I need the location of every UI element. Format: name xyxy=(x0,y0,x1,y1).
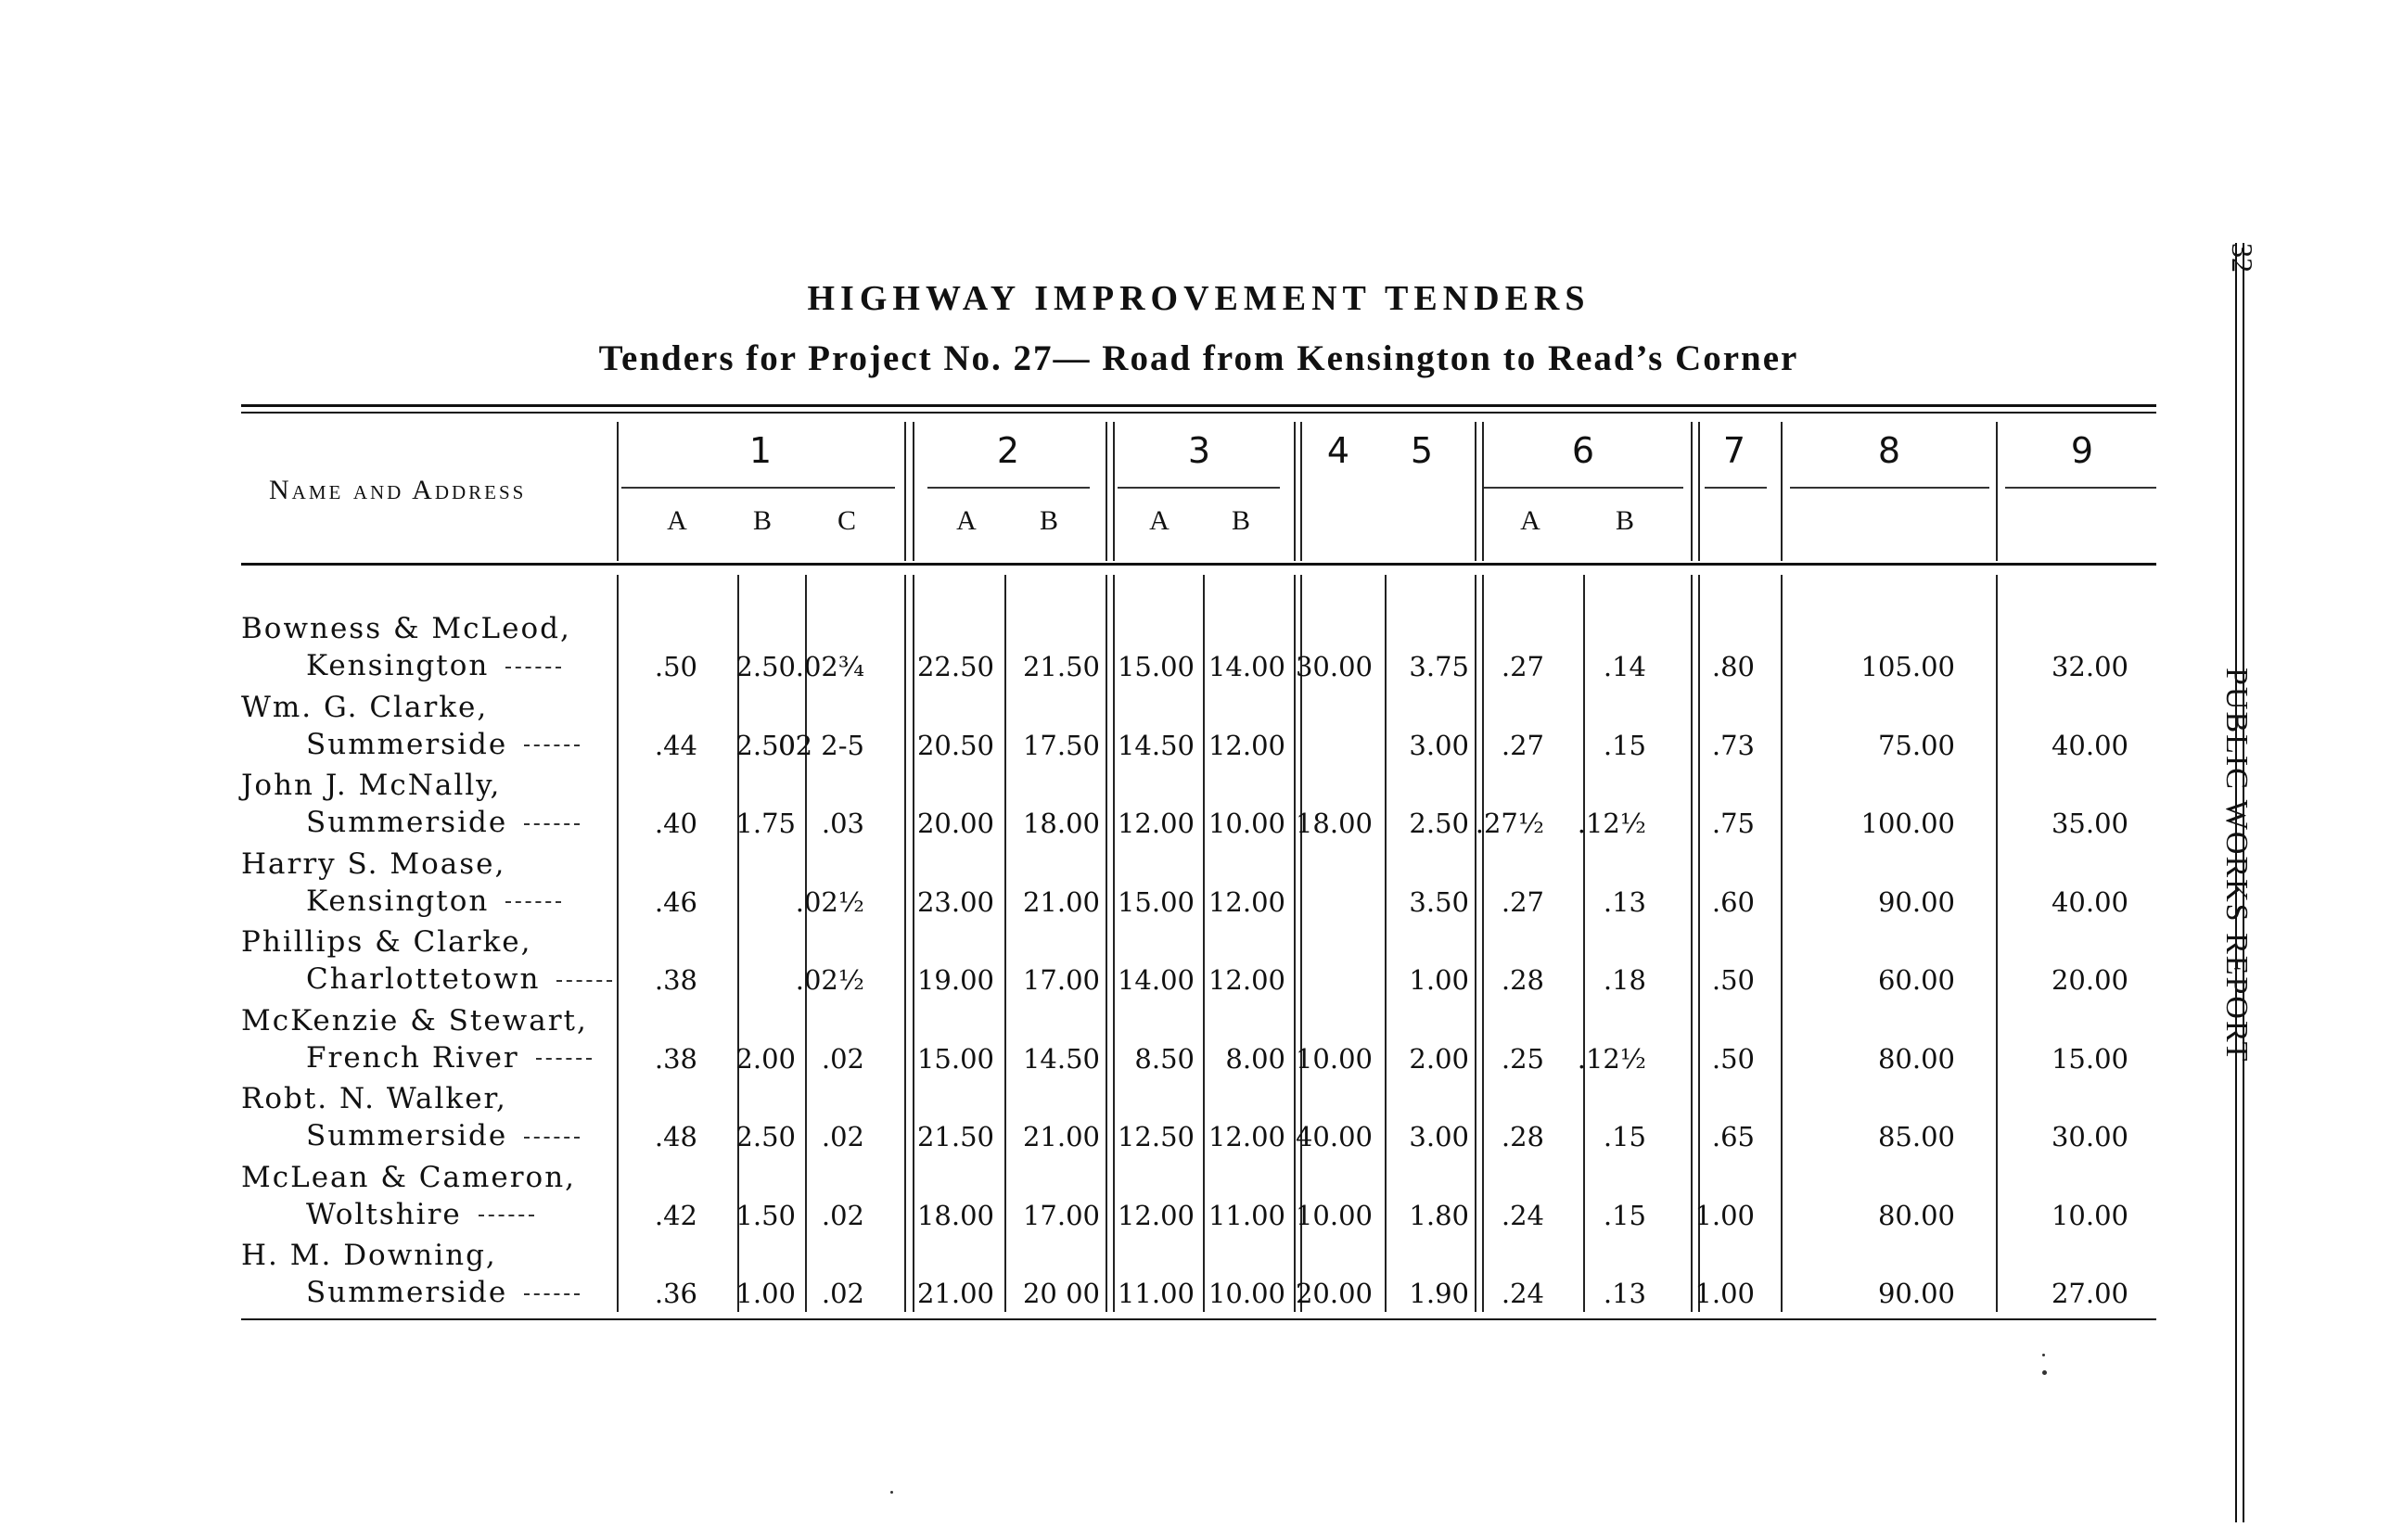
tender-value: .28 xyxy=(1501,1121,1544,1152)
tender-value: 85.00 xyxy=(1877,1121,1955,1152)
tender-value: 12.00 xyxy=(1117,808,1195,839)
subheader-1-A: A xyxy=(667,505,687,536)
tender-value: .24 xyxy=(1501,1278,1544,1309)
tender-value: 18.00 xyxy=(1022,808,1100,839)
tender-value: .14 xyxy=(1603,651,1646,682)
header-divider xyxy=(617,422,619,561)
tenderer-name: H. M. Downing, xyxy=(241,1239,497,1272)
tender-value: 2.50 xyxy=(735,1121,796,1152)
tender-value: .15 xyxy=(1603,729,1646,761)
subheader-3-B: B xyxy=(1231,505,1250,536)
tender-value: 12.00 xyxy=(1208,885,1285,918)
tender-value: 30.00 xyxy=(2051,1121,2128,1152)
tender-value: .24 xyxy=(1501,1199,1544,1231)
column-group-1: 1 xyxy=(748,430,773,471)
tenderer-name: Harry S. Moase, xyxy=(241,846,506,881)
tender-value: .65 xyxy=(1711,1121,1755,1152)
column-group-3: 3 xyxy=(1187,430,1211,471)
tenderer-address xyxy=(306,806,580,839)
tender-value: .25 xyxy=(1501,1042,1544,1075)
tenderer-address xyxy=(306,1198,534,1231)
tender-value: 17.00 xyxy=(1022,964,1100,996)
tender-value: .48 xyxy=(654,1121,697,1152)
tender-value: 11.00 xyxy=(1208,1199,1285,1231)
tenderer-address xyxy=(306,1276,580,1309)
address-text: Summerside xyxy=(306,727,508,761)
group-underline-2 xyxy=(927,487,1090,489)
header-divider xyxy=(1106,422,1107,561)
group-underline-8 xyxy=(1790,487,1989,489)
tender-value: 8.00 xyxy=(1225,1042,1285,1075)
tenderer-name: McLean & Cameron, xyxy=(241,1160,577,1194)
tenderer-address xyxy=(306,885,561,918)
tender-value: 15.00 xyxy=(1117,885,1195,918)
tender-value: .50 xyxy=(654,651,697,682)
tenderer-name: Robt. N. Walker, xyxy=(241,1082,507,1115)
tender-value: .15 xyxy=(1603,1199,1646,1231)
tender-value: .40 xyxy=(654,808,697,839)
column-group-8: 8 xyxy=(1877,430,1901,471)
tenderer-name: Phillips & Clarke, xyxy=(241,925,532,959)
header-divider xyxy=(1781,422,1783,561)
tender-value: 30.00 xyxy=(1295,651,1373,682)
header-divider xyxy=(1996,422,1998,561)
tender-value: 27.00 xyxy=(2051,1278,2128,1309)
tender-value: 1.00 xyxy=(735,1278,796,1309)
scan-speck xyxy=(2042,1354,2045,1356)
tender-value: 1.00 xyxy=(1409,964,1469,996)
tender-value: .75 xyxy=(1711,808,1755,839)
tender-value: 1.00 xyxy=(1694,1278,1755,1309)
tender-value: 2.50 xyxy=(735,651,796,682)
tenderer-name: Wm. G. Clarke, xyxy=(241,690,489,724)
subheader-6-B: B xyxy=(1615,505,1634,536)
header-divider xyxy=(913,422,914,561)
tender-value: 21.50 xyxy=(916,1121,994,1152)
tender-value: .60 xyxy=(1711,885,1755,918)
tender-value: 80.00 xyxy=(1877,1199,1955,1231)
tender-value: 20.00 xyxy=(916,808,994,839)
tender-value: 1.75 xyxy=(735,808,796,839)
tender-value: 80.00 xyxy=(1877,1042,1955,1075)
tender-value: .36 xyxy=(654,1278,697,1309)
page-title: HIGHWAY IMPROVEMENT TENDERS xyxy=(807,279,1591,318)
tender-value: .42 xyxy=(654,1199,697,1231)
tender-value: 2.50 xyxy=(1409,808,1469,839)
tender-value: .03 xyxy=(821,808,864,839)
tender-value: 10.00 xyxy=(1208,808,1285,839)
tender-value: .50 xyxy=(1711,1042,1755,1075)
tender-value: 2.00 xyxy=(735,1042,796,1075)
tenderer-name: McKenzie & Stewart, xyxy=(241,1003,588,1037)
tender-value: 10.00 xyxy=(1295,1199,1373,1231)
tender-value: 11.00 xyxy=(1117,1278,1195,1309)
scan-speck xyxy=(890,1491,893,1494)
group-underline-7 xyxy=(1705,487,1767,489)
tender-value: 18.00 xyxy=(916,1199,994,1231)
column-divider xyxy=(1781,575,1783,1312)
tender-value: 3.50 xyxy=(1409,885,1469,918)
subheader-2-B: B xyxy=(1039,505,1058,536)
tender-value: 20 00 xyxy=(1022,1278,1100,1309)
tender-value: .13 xyxy=(1603,1278,1646,1309)
page-number: 32 xyxy=(2226,243,2259,273)
tender-value: 12.00 xyxy=(1208,964,1285,996)
tenderer-address xyxy=(306,962,612,996)
tender-value: 18.00 xyxy=(1295,808,1373,839)
running-head: PUBLIC WORKS REPORT xyxy=(2219,668,2254,1063)
header-divider xyxy=(1475,422,1476,561)
tender-value: 12.00 xyxy=(1208,1121,1285,1152)
address-text: Summerside xyxy=(306,1119,508,1152)
column-group-5: 5 xyxy=(1410,430,1434,471)
tender-value: 10.00 xyxy=(1295,1042,1373,1075)
subheader-1-B: B xyxy=(752,505,772,536)
tender-value: .02½ xyxy=(795,885,864,918)
tender-value: 14.50 xyxy=(1117,729,1195,761)
tender-value: 17.50 xyxy=(1022,729,1100,761)
dot-leader xyxy=(505,901,561,903)
tender-value: .18 xyxy=(1603,964,1646,996)
tender-value: 12.00 xyxy=(1208,729,1285,761)
column-divider xyxy=(1996,575,1998,1312)
tender-value: 3.00 xyxy=(1409,1121,1469,1152)
tender-value: 90.00 xyxy=(1877,1278,1955,1309)
address-text: French River xyxy=(306,1040,519,1075)
tender-value: 12.50 xyxy=(1117,1121,1195,1152)
tenderer-address xyxy=(306,728,580,761)
tenderer-name: Bowness & McLeod, xyxy=(241,612,571,645)
tender-value: .02 xyxy=(821,1199,864,1231)
tender-value: 100.00 xyxy=(1860,808,1955,839)
tender-value: 40.00 xyxy=(2051,729,2128,761)
tender-value: 12.00 xyxy=(1117,1199,1195,1231)
tender-value: 105.00 xyxy=(1860,651,1955,682)
subheader-1-C: C xyxy=(837,505,856,536)
tender-value: .27 xyxy=(1501,651,1544,682)
tender-value: .12½ xyxy=(1577,808,1646,839)
tender-value: 14.50 xyxy=(1022,1042,1100,1075)
subheader-3-A: A xyxy=(1149,505,1170,536)
tender-value: 21.00 xyxy=(916,1278,994,1309)
tender-value: 19.00 xyxy=(916,964,994,996)
tender-value: 23.00 xyxy=(916,885,994,918)
tender-value: .02 xyxy=(821,1121,864,1152)
tender-value: 1.50 xyxy=(735,1199,796,1231)
tender-value: 40.00 xyxy=(1295,1121,1373,1152)
header-bottom-rule xyxy=(241,563,2156,566)
tender-value: 10.00 xyxy=(1208,1278,1285,1309)
table-top-rule-2 xyxy=(241,412,2156,414)
tenderer-address xyxy=(306,1041,592,1075)
tender-value: .27 xyxy=(1501,729,1544,761)
tender-value: .50 xyxy=(1711,964,1755,996)
tender-value: 21.50 xyxy=(1022,651,1100,682)
scan-speck xyxy=(2042,1370,2047,1375)
tender-value: .38 xyxy=(654,1042,697,1075)
column-group-7: 7 xyxy=(1722,430,1746,471)
group-underline-6 xyxy=(1484,487,1683,489)
header-divider xyxy=(1482,422,1484,561)
tender-value: .02 xyxy=(821,1278,864,1309)
subheader-2-A: A xyxy=(956,505,977,536)
tender-value: 75.00 xyxy=(1877,729,1955,761)
subheader-6-A: A xyxy=(1520,505,1540,536)
tenderer-address xyxy=(306,1119,580,1152)
tender-value: 14.00 xyxy=(1208,651,1285,682)
tender-value: 10.00 xyxy=(2051,1199,2128,1231)
tender-value: 60.00 xyxy=(1877,964,1955,996)
address-text: Summerside xyxy=(306,1276,508,1309)
tender-value: .13 xyxy=(1603,885,1646,918)
tender-value: 22.50 xyxy=(916,651,994,682)
header-divider xyxy=(1294,422,1296,561)
tender-value: .27½ xyxy=(1475,808,1544,839)
header-divider xyxy=(1113,422,1115,561)
tender-value: 90.00 xyxy=(1877,885,1955,918)
tender-value: 20.50 xyxy=(916,729,994,761)
tender-value: .12½ xyxy=(1577,1042,1646,1075)
page-subtitle: Tenders for Project No. 27— Road from Kensington to Read’s Corner xyxy=(598,338,1799,378)
tender-value: 8.50 xyxy=(1134,1042,1195,1075)
tender-value: 17.00 xyxy=(1022,1199,1100,1231)
tender-value: .15 xyxy=(1603,1121,1646,1152)
header-divider xyxy=(1691,422,1693,561)
tender-value: 15.00 xyxy=(2051,1042,2128,1075)
tender-value: 2.00 xyxy=(1409,1042,1469,1075)
tender-value: .02¾ xyxy=(795,651,864,682)
tender-value: 15.00 xyxy=(1117,651,1195,682)
group-underline-1 xyxy=(621,487,895,489)
address-text: Kensington xyxy=(306,884,490,918)
group-underline-3 xyxy=(1118,487,1280,489)
tender-value: .28 xyxy=(1501,964,1544,996)
column-group-9: 9 xyxy=(2070,430,2094,471)
address-text: Woltshire xyxy=(306,1197,462,1231)
tender-value: 20.00 xyxy=(1295,1278,1373,1309)
tender-value: 3.75 xyxy=(1409,651,1469,682)
tender-value: 3.00 xyxy=(1409,729,1469,761)
tender-value: 35.00 xyxy=(2051,808,2128,839)
tender-value: 2.50 xyxy=(735,729,796,761)
column-group-4: 4 xyxy=(1326,430,1350,471)
name-address-header: Name and Address xyxy=(269,475,527,505)
address-text: Charlottetown xyxy=(306,962,541,996)
tenderer-address xyxy=(306,649,561,682)
tender-value: .02½ xyxy=(795,964,864,996)
tender-value: .46 xyxy=(654,885,697,918)
tender-value: .73 xyxy=(1711,729,1755,761)
dot-leader xyxy=(505,667,561,668)
tender-value: 1.80 xyxy=(1409,1199,1469,1231)
tenderer-name: John J. McNally, xyxy=(241,769,502,802)
tender-value: .02 xyxy=(821,1042,864,1075)
column-group-6: 6 xyxy=(1571,430,1595,471)
header-divider xyxy=(904,422,906,561)
tender-value: 40.00 xyxy=(2051,885,2128,918)
tender-value: 21.00 xyxy=(1022,885,1100,918)
tender-value: .44 xyxy=(654,729,697,761)
tender-value: 02 2-5 xyxy=(778,729,864,761)
group-underline-9 xyxy=(2005,487,2156,489)
table-bottom-rule xyxy=(241,1318,2156,1320)
address-text: Summerside xyxy=(306,806,508,839)
header-divider xyxy=(1300,422,1302,561)
tender-value: .27 xyxy=(1501,885,1544,918)
tender-value: 1.90 xyxy=(1409,1278,1469,1309)
tender-value: 14.00 xyxy=(1117,964,1195,996)
column-group-2: 2 xyxy=(996,430,1020,471)
tender-value: 1.00 xyxy=(1694,1199,1755,1231)
tender-value: 32.00 xyxy=(2051,651,2128,682)
tender-value: 15.00 xyxy=(916,1042,994,1075)
dot-leader xyxy=(479,1215,534,1216)
tender-value: 21.00 xyxy=(1022,1121,1100,1152)
table-top-rule xyxy=(241,404,2156,407)
tender-value: .80 xyxy=(1711,651,1755,682)
header-divider xyxy=(1698,422,1700,561)
tender-value: .38 xyxy=(654,964,697,996)
address-text: Kensington xyxy=(306,649,490,682)
tender-value: 20.00 xyxy=(2051,964,2128,996)
